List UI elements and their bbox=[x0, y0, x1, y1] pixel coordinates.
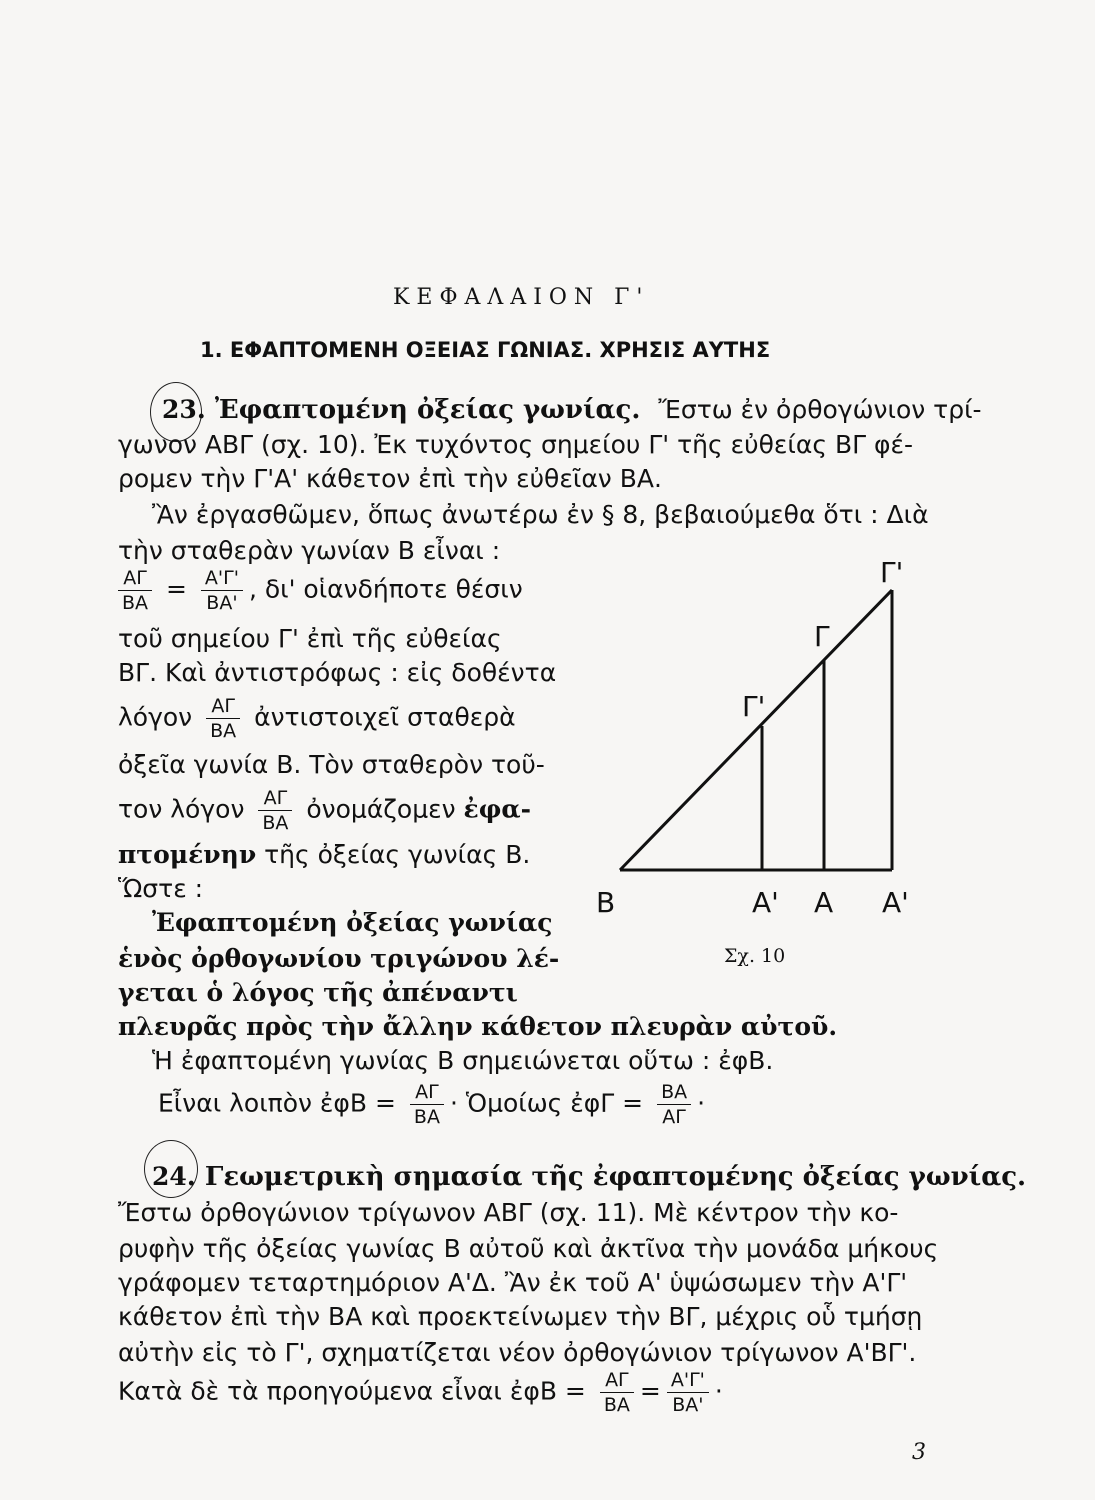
equation-line: $\frac{A\Gamma}{BA}$ = $\frac{A'\Gamma'}{BA'}$ , δι' οἱανδήποτε θέσιν bbox=[112, 566, 523, 615]
paragraph-number: 24 bbox=[152, 1162, 187, 1191]
equation-line: Κατὰ δὲ τὰ προηγούμενα εἶναι ἐφΒ = $\frac{A\Gamma}{BA}$ = $\frac{A'\Gamma'}{BA'}$ · bbox=[118, 1369, 723, 1416]
text-line: Ἂν ἐργασθῶμεν, ὅπως ἀνωτέρω ἐν § 8, βεβαιούμεθα ὅτι : Διὰ bbox=[152, 500, 929, 529]
page-number: 3 bbox=[912, 1440, 926, 1465]
definition-line: πλευρᾶς πρὸς τὴν ἄλλην κάθετον πλευρὰν αὐτοῦ. bbox=[118, 1012, 838, 1041]
label-A2: Α' bbox=[882, 886, 909, 919]
text-line: κάθετον ἐπὶ τὴν ΒΑ καὶ προεκτείνωμεν τὴν ΒΓ, μέχρις οὗ τμήσῃ bbox=[118, 1302, 923, 1331]
section-heading: 1. ΕΦΑΠΤΟΜΕΝΗ ΟΞΕΙΑΣ ΓΩΝΙΑΣ. ΧΡΗΣΙΣ ΑΥΤΗΣ bbox=[200, 338, 771, 362]
definition-line: Ἐφαπτομένη ὀξείας γωνίας bbox=[152, 908, 553, 937]
text-line: Ἡ ἐφαπτομένη γωνίας Β σημειώνεται οὕτω : ἐφΒ. bbox=[152, 1046, 774, 1075]
hypotenuse-line bbox=[620, 590, 892, 870]
equation-line: τον λόγον $\frac{A\Gamma}{BA}$ ὀνομάζομεν ἐφα- bbox=[118, 787, 531, 834]
label-G1: Γ' bbox=[742, 690, 766, 723]
fraction: $\frac{BA}{A\Gamma}$ bbox=[657, 1080, 691, 1129]
fraction: $\frac{A\Gamma}{BA}$ bbox=[118, 566, 152, 615]
definition-line: ἑνὸς ὀρθογωνίου τριγώνου λέ- bbox=[118, 944, 560, 973]
fraction: $\frac{A\Gamma}{BA}$ bbox=[600, 1368, 634, 1417]
paragraph-23-heading bbox=[162, 395, 982, 425]
figure-10 bbox=[592, 548, 912, 968]
label-G2: Γ' bbox=[880, 556, 904, 589]
text-line: ΒΓ. Καὶ ἀντιστρόφως : εἰς δοθέντα bbox=[118, 658, 557, 687]
fraction: $\frac{A\Gamma}{BA}$ bbox=[410, 1080, 444, 1129]
text-line: γωνον ΑΒΓ (σχ. 10). Ἐκ τυχόντος σημείου Γ' τῆς εὐθείας ΒΓ φέ- bbox=[118, 430, 913, 459]
label-G: Γ bbox=[814, 620, 830, 653]
paragraph-title: . Γεωμετρικὴ σημασία τῆς ἐφαπτομένης ὀξείας γωνίας. bbox=[186, 1162, 1027, 1192]
label-A1: Α' bbox=[752, 886, 779, 919]
label-A: Α bbox=[814, 886, 834, 919]
chapter-title: ΚΕΦΑΛΑΙΟΝ Γ' bbox=[393, 285, 650, 310]
text-line: ὀξεῖα γωνία Β. Τὸν σταθερὸν τοῦ- bbox=[118, 750, 545, 779]
text-line: αὐτὴν εἰς τὸ Γ', σχηματίζεται νέον ὀρθογώνιον τρίγωνον Α'ΒΓ'. bbox=[118, 1338, 917, 1367]
text-line: Ἔστω ἐν ὀρθογώνιον τρί- bbox=[658, 395, 982, 424]
text-line: ρομεν τὴν Γ'Α' κάθετον ἐπὶ τὴν εὐθεῖαν ΒΑ. bbox=[118, 464, 662, 493]
text-line: πτομένην τῆς ὀξείας γωνίας Β. bbox=[118, 840, 531, 869]
definition-line: γεται ὁ λόγος τῆς ἀπέναντι bbox=[118, 978, 518, 1007]
text-line: ρυφὴν τῆς ὀξείας γωνίας Β αὐτοῦ καὶ ἀκτῖνα τὴν μονάδα μήκους bbox=[118, 1234, 939, 1263]
text-line: γράφομεν τεταρτημόριον Α'Δ. Ἂν ἐκ τοῦ Α' ὑψώσωμεν τὴν Α'Γ' bbox=[118, 1268, 908, 1297]
equation-line: λόγον $\frac{A\Gamma}{BA}$ ἀντιστοιχεῖ σταθερὰ bbox=[118, 695, 516, 742]
fraction: $\frac{A\Gamma}{BA}$ bbox=[206, 694, 240, 743]
text-line: τὴν σταθερὰν γωνίαν Β εἶναι : bbox=[118, 536, 501, 565]
equation-line: Εἶναι λοιπὸν ἐφΒ = $\frac{A\Gamma}{BA}$ · Ὁμοίως ἐφΓ = $\frac{BA}{A\Gamma}$ · bbox=[158, 1081, 706, 1128]
paragraph-title: . Ἐφαπτομένη ὀξείας γωνίας. bbox=[196, 395, 641, 425]
text-line: Ὥστε : bbox=[118, 874, 204, 903]
text-line: Ἔστω ὀρθογώνιον τρίγωνον ΑΒΓ (σχ. 11). Μὲ κέντρον τὴν κο- bbox=[118, 1198, 899, 1227]
text-line: τοῦ σημείου Γ' ἐπὶ τῆς εὐθείας bbox=[118, 624, 502, 653]
fraction: $\frac{A'\Gamma'}{BA'}$ bbox=[201, 566, 243, 615]
paragraph-number: 23 bbox=[162, 395, 197, 424]
fraction: $\frac{A\Gamma}{BA}$ bbox=[258, 786, 292, 835]
label-B: Β bbox=[596, 886, 616, 919]
figure-caption: Σχ. 10 bbox=[724, 945, 786, 967]
fraction: $\frac{A'\Gamma'}{BA'}$ bbox=[667, 1368, 709, 1417]
paragraph-24-heading bbox=[152, 1162, 1026, 1192]
